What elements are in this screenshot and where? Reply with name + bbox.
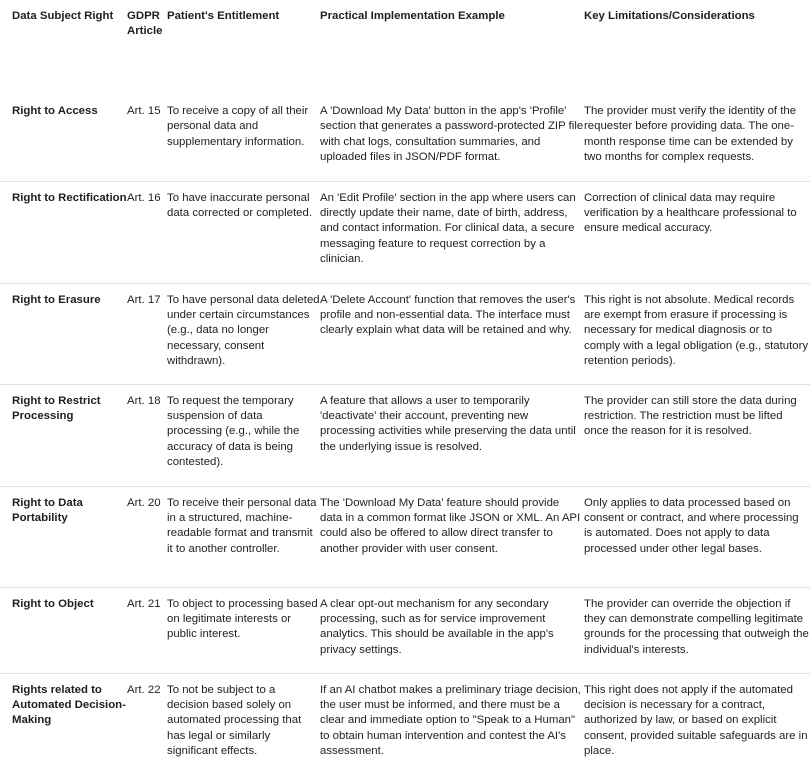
table-header-row [0,0,810,95]
cell-example: The 'Download My Data' feature should provide data in a common format like JSON or XML. An API could also be offered to allow direct transfer to another provider with user consent. [320,496,581,555]
cell-limitations: This right does not apply if the automated decision is necessary for a contract, authorized by law, or based on explicit consent, provided suitable safeguards are in place. [584,683,808,758]
table-row [0,181,810,283]
cell-example: A clear opt-out mechanism for any secondary processing, such as for service improvement analytics. This should be available in the app's privacy settings. [320,597,554,656]
cell-article: Art. 22 [127,683,161,696]
header-limitations: Key Limitations/Considerations [584,10,755,22]
cell-article: Art. 21 [127,597,161,610]
cell-right: Right to Object [12,597,94,610]
cell-entitlement: To receive a copy of all their personal data and supplementary information. [167,105,309,148]
table-row [0,95,810,181]
cell-right: Right to Restrict Processing [12,394,101,422]
cell-entitlement: To object to processing based on legitimate interests or public interest. [167,597,318,641]
cell-example: An 'Edit Profile' section in the app where users can directly update their name, date of birth, address, and contact information. For clinical data, a secure messaging feature to request correction by a clinician. [320,191,576,266]
cell-article: Art. 15 [127,105,161,117]
cell-article: Art. 16 [127,191,161,204]
cell-limitations: The provider can override the objection if they can demonstrate compelling legitimate grounds for the processing that outweigh the individual's interests. [584,597,809,656]
cell-limitations: The provider can still store the data during restriction. The restriction must be lifted once the reason for it is resolved. [584,394,797,438]
cell-right: Right to Rectification [12,191,127,204]
table-row [0,587,810,673]
cell-entitlement: To request the temporary suspension of data processing (e.g., while the accuracy of data is being contested). [167,394,300,469]
cell-right: Right to Data Portability [12,496,83,524]
header-gdpr-article: GDPR Article [127,10,163,38]
cell-entitlement: To have inaccurate personal data corrected or completed. [167,191,312,219]
table-row [0,673,810,760]
table-row [0,283,810,384]
header-data-subject-right: Data Subject Right [12,10,114,22]
cell-entitlement: To have personal data deleted under certain circumstances (e.g., data no longer necessary, consent withdrawn). [167,293,320,368]
cell-example: If an AI chatbot makes a preliminary triage decision, the user must be informed, and there must be a clear and immediate option to "Speak to a Human" to obtain human intervention and contest the AI's assessment. [320,683,581,758]
header-implementation-example: Practical Implementation Example [320,10,505,22]
cell-right: Right to Access [12,105,98,117]
header-patient-entitlement: Patient's Entitlement [167,10,280,22]
cell-article: Art. 18 [127,394,161,407]
cell-right: Right to Erasure [12,293,101,306]
cell-limitations: Only applies to data processed based on consent or contract, and where processing is automated. Does not apply to data processed under other legal bases. [584,496,799,555]
cell-right: Rights related to Automated Decision-Making [12,683,126,727]
cell-limitations: Correction of clinical data may require verification by a healthcare professional to ensure medical accuracy. [584,191,797,235]
table-row [0,486,810,587]
cell-example: A 'Download My Data' button in the app's 'Profile' section that generates a password-protected ZIP file with chat logs, consultation summaries, and uploaded files in JSON/PDF format. [320,105,584,164]
cell-entitlement: To not be subject to a decision based solely on automated processing that has legal or similarly significant effects. [167,683,302,758]
cell-example: A 'Delete Account' function that removes the user's profile and non-essential data. The interface must clearly explain what data will be retained and why. [320,293,576,337]
cell-limitations: This right is not absolute. Medical records are exempt from erasure if processing is necessary for medical diagnosis or to comply with a legal obligation (e.g., statutory retention periods). [584,293,809,368]
cell-article: Art. 17 [127,293,161,306]
cell-entitlement: To receive their personal data in a structured, machine-readable format and transmit it to another controller. [167,496,317,555]
table-row [0,384,810,486]
cell-article: Art. 20 [127,496,161,509]
cell-limitations: The provider must verify the identity of the requester before providing data. The one-month response time can be extended by two months for complex requests. [584,105,797,164]
cell-example: A feature that allows a user to temporarily 'deactivate' their account, preventing new processing activities while preserving the data until the underlying issue is resolved. [320,394,576,453]
